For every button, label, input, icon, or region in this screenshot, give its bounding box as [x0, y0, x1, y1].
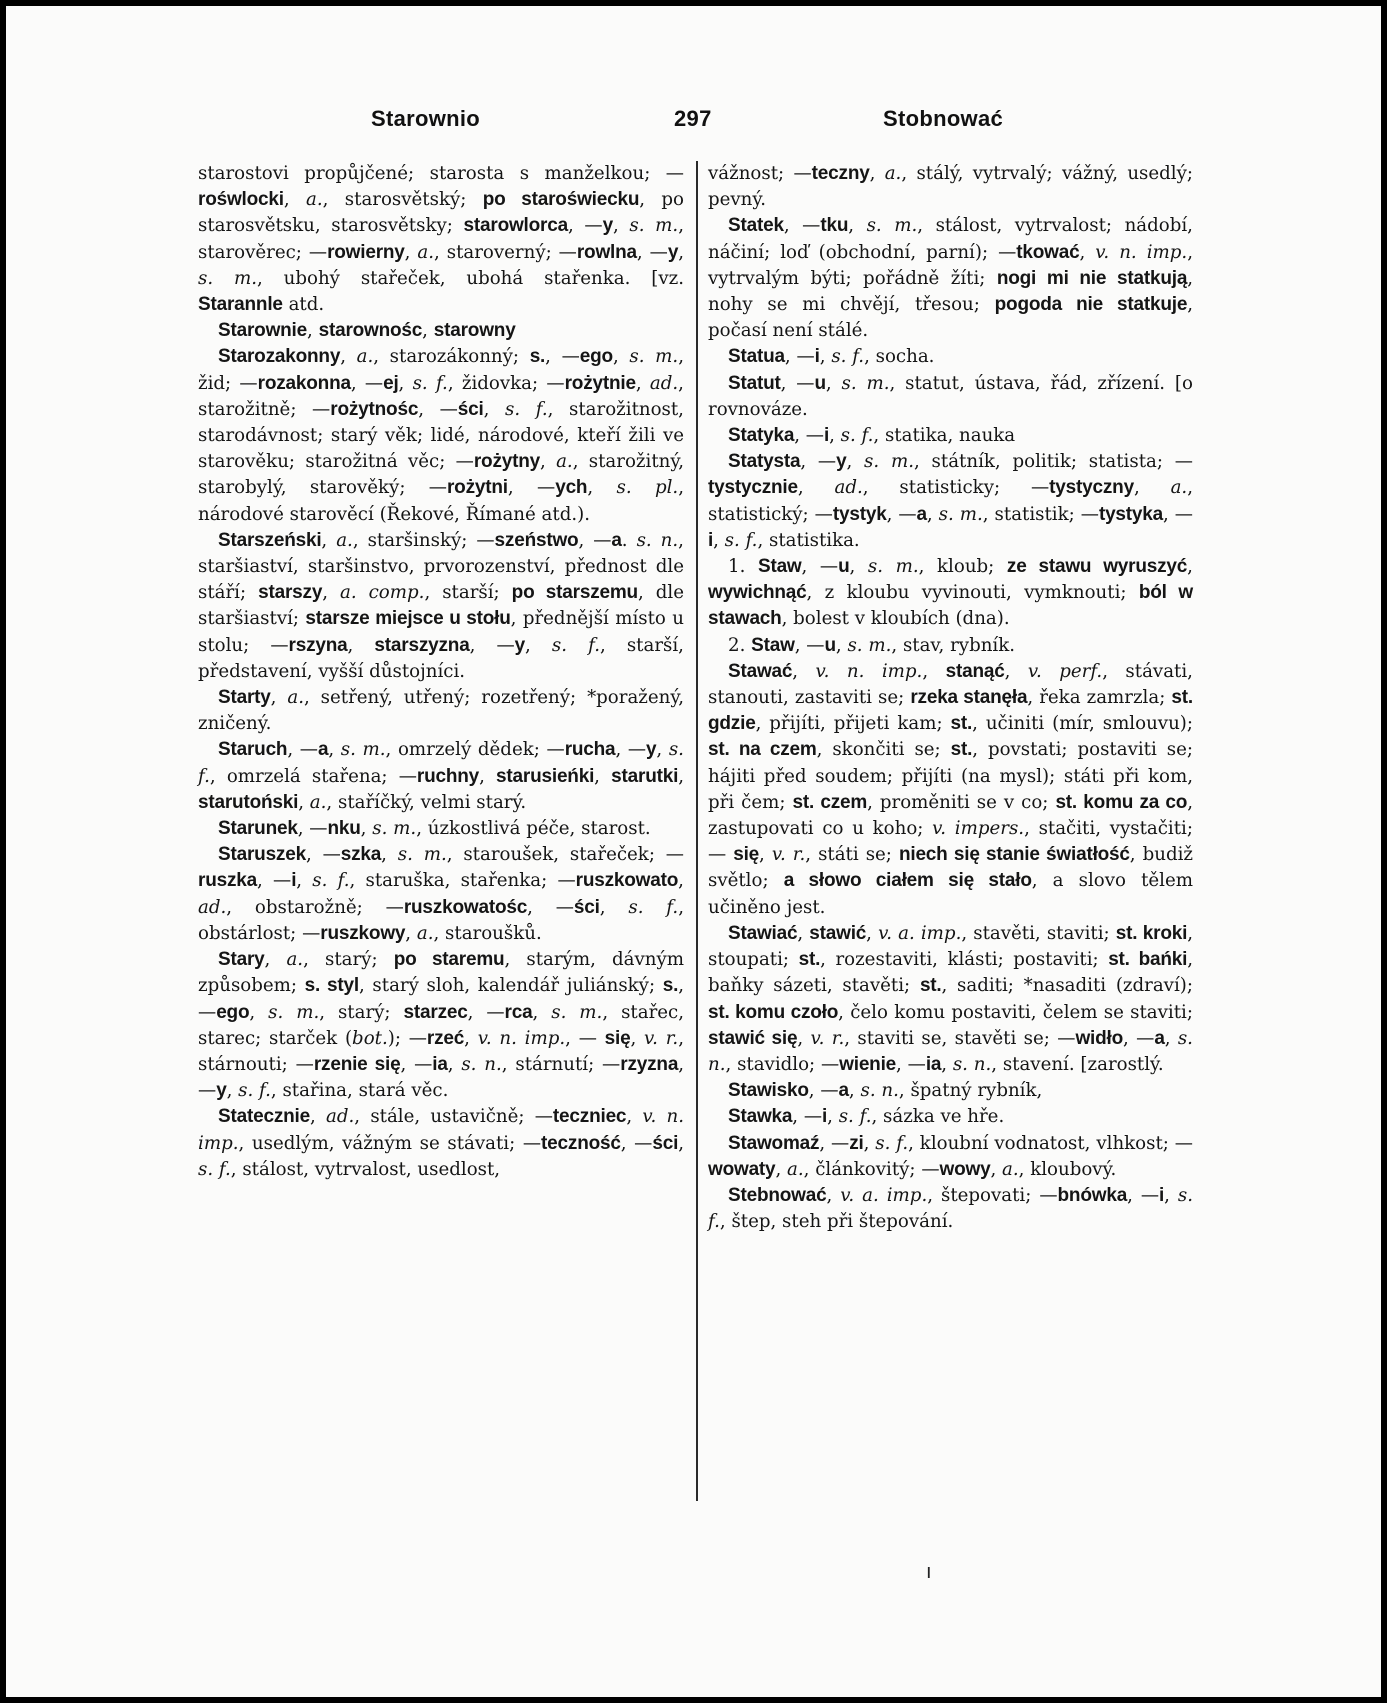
grammar-abbrev: s. n.: [952, 1053, 992, 1075]
headword: po staroświecku: [482, 189, 640, 211]
headword: starszyzna: [374, 634, 470, 656]
grammar-abbrev: s. m.: [847, 634, 892, 656]
headword: Stawać: [728, 660, 793, 682]
headword: rzenie się: [313, 1053, 401, 1075]
headword: Stebnować: [728, 1184, 827, 1206]
dictionary-entry: 2. Staw, —u, s. m., stav, rybník.: [728, 634, 1016, 656]
grammar-abbrev: bot.: [352, 1027, 388, 1049]
dictionary-entry: Statua, —i, s. f., socha.: [728, 346, 935, 368]
headword: i: [708, 529, 714, 551]
headword: ści: [652, 1132, 679, 1154]
headword: Staruch: [218, 739, 288, 761]
headword: y: [514, 634, 526, 656]
dictionary-entry: Statysta, —y, s. m., státník, politik; statista; —tystycznie, ad., statisticky; —tystyczny, a., statistický; —tystyk, —a, s. m., statistik; —tystyka, —i, s. f., statistika.: [708, 451, 1193, 551]
headword: rszyna: [288, 634, 348, 656]
headword: tystyka: [1098, 503, 1164, 525]
grammar-abbrev: s. m.: [938, 503, 983, 525]
headword: starusieńki: [496, 765, 595, 787]
grammar-abbrev: ad.: [326, 1106, 355, 1128]
grammar-abbrev: a.: [336, 529, 353, 551]
grammar-abbrev: s. m.: [198, 267, 258, 289]
headword: Staw: [751, 634, 795, 656]
headword: ści: [573, 896, 600, 918]
headword: starutoński: [198, 791, 299, 813]
headword: rucha: [564, 739, 616, 761]
headword: nogi mi nie statkują: [996, 267, 1188, 289]
headword: ej: [383, 372, 399, 394]
headword: st. kroki: [1115, 922, 1188, 944]
right-column: [708, 161, 1193, 1235]
grammar-abbrev: s. m.: [397, 844, 447, 866]
headword: Statysta: [728, 451, 801, 473]
headword: ia: [432, 1053, 448, 1075]
grammar-abbrev: a.: [1170, 477, 1188, 499]
headword: a: [916, 503, 927, 525]
dictionary-entry: Stawać, v. n. imp., stanąć, v. perf., stávati, stanouti, zastaviti se; rzeka stanęła, řeka zamrzla; st. gdzie, přijíti, přijeti kam; st., učiniti (mír, smlouvu); st. na czem, skončiti se; st., povstati; postaviti se; hájiti před soudem; přijíti (na mysl); státi při kom, při čem; st. czem, proměniti se v co; st. komu za co, zastupovati co u koho; v. impers., stačiti, vystačiti; — się, v. r., státi se; niech się stanie światłość, budiž světlo; a słowo ciałem się stało, a slovo tělem učiněno jest.: [708, 660, 1194, 918]
headword: st. czem: [792, 791, 868, 813]
grammar-abbrev: a.: [306, 189, 323, 211]
dictionary-entry: Starty, a., setřený, utřený; rozetřený; *poražený, zničený.: [198, 687, 684, 735]
headword: i: [814, 346, 820, 368]
headword: się: [733, 844, 760, 866]
headword: st.: [798, 949, 821, 971]
headword: s.: [662, 975, 679, 997]
headword: Statua: [728, 346, 785, 368]
headword: Starszeński: [218, 529, 322, 551]
headword: s.: [529, 346, 546, 368]
grammar-abbrev: a.: [416, 922, 434, 944]
headword: y: [836, 451, 847, 473]
headword: Staw: [757, 556, 802, 578]
headword: ruszkowatośc: [403, 896, 528, 918]
dictionary-entry: Starownie, starownośc, starowny: [218, 320, 516, 342]
page-number: 297: [674, 106, 712, 131]
headword: szka: [340, 844, 382, 866]
grammar-abbrev: a.: [309, 791, 327, 813]
headword: rzeka stanęła: [910, 687, 1028, 709]
headword: Starannle: [198, 294, 283, 316]
headword: i: [822, 1106, 828, 1128]
headword: a: [838, 1080, 849, 1102]
headword: starowny: [433, 320, 516, 342]
grammar-abbrev: v. impers.: [932, 818, 1025, 840]
headword: stawić się: [708, 1027, 798, 1049]
headword: wowaty: [708, 1158, 776, 1180]
headword: Statut: [728, 372, 781, 394]
grammar-abbrev: s. f.: [724, 529, 758, 551]
grammar-abbrev: s. m.: [841, 372, 890, 394]
headword: Starty: [218, 687, 271, 709]
headword: rośwlocki: [198, 189, 284, 211]
grammar-abbrev: s. m.: [629, 215, 679, 237]
headword: st. komu czoło: [708, 1001, 839, 1023]
headword: Starunek: [218, 818, 298, 840]
headword: st. na czem: [708, 739, 817, 761]
headword: ych: [555, 477, 588, 499]
column-divider: [696, 161, 698, 1501]
headword: rozakonna: [257, 372, 351, 394]
headword: niech się stanie światłość: [898, 844, 1130, 866]
headword: a: [1154, 1027, 1165, 1049]
headword: ze stawu wyruszyć: [1006, 556, 1188, 578]
grammar-abbrev: a.: [556, 451, 573, 473]
headword: ruchny: [416, 765, 480, 787]
headword: rowierny: [327, 241, 405, 263]
grammar-abbrev: s. m.: [866, 215, 918, 237]
headword: tystyk: [832, 503, 887, 525]
dictionary-entry: Statyka, —i, s. f., statika, nauka: [728, 425, 1016, 447]
headword: Starozakonny: [218, 346, 341, 368]
dictionary-entry: Staruszek, —szka, s. m., staroušek, stařeček; —ruszka, —i, s. f., staruška, stařenka; —ruszkowato, ad., obstarožně; —ruszkowatośc, —ści, s. f., obstárlost; —ruszkowy, a., staroušků.: [198, 844, 684, 944]
headword: rożytnie: [564, 372, 636, 394]
headword: wowy: [939, 1158, 991, 1180]
headword: ruszka: [198, 870, 258, 892]
grammar-abbrev: v. r.: [810, 1027, 845, 1049]
headword: wienie: [839, 1053, 897, 1075]
grammar-abbrev: v. n. imp.: [477, 1027, 566, 1049]
dictionary-entry: Starszeński, a., staršinský; —szeństwo, —a. s. n., staršiaství, staršinstvo, prvorozenství, přednost dle stáří; starszy, a. comp., starší; po starszemu, dle staršiaství; starsze miejsce u stołu, přednější místo u stolu; —rszyna, starszyzna, —y, s. f., starší, představení, vyšší důstojníci.: [198, 529, 684, 682]
dictionary-entry: Starozakonny, a., starozákonný; s., —ego, s. m., žid; —rozakonna, —ej, s. f., židovka; —rożytnie, ad., starožitně; —rożytnośc, —ści, s. f., starožitnost, starodávnost; starý věk; lidé, národové, kteří žili ve starověku; starožitná věc; —rożytny, a., starožitný, starobylý, starověký; —rożytni, —ych, s. pl., národové starověcí (Řekové, Římané atd.).: [198, 346, 684, 525]
dictionary-entry: Staruch, —a, s. m., omrzelý dědek; —rucha, —y, s. f., omrzelá stařena; —ruchny, starusieńki, starutki, starutoński, a., staříčký, velmi starý.: [198, 739, 684, 813]
headword: Statek: [728, 215, 784, 237]
dictionary-entry: Statecznie, ad., stále, ustavičně; —teczniec, v. n. imp., usedlým, vážným se stávati; —teczność, —ści, s. f., stálost, vytrvalost, usedlost,: [198, 1106, 684, 1180]
headword: starowlorca: [463, 215, 568, 237]
headword: st. bańki: [1108, 949, 1188, 971]
dictionary-entry: Stawisko, —a, s. n., špatný rybník,: [728, 1080, 1043, 1102]
grammar-abbrev: a.: [417, 241, 435, 263]
headword: widło: [1075, 1027, 1123, 1049]
dictionary-entry: Starunek, —nku, s. m., úzkostlivá péče, starost.: [218, 818, 651, 840]
headword: po starszemu: [511, 582, 638, 604]
headword: rożytny: [473, 451, 541, 473]
headword: rca: [504, 1001, 533, 1023]
headword: nku: [327, 818, 361, 840]
headword: rowlna: [576, 241, 637, 263]
headword: y: [667, 241, 679, 263]
grammar-abbrev: v. a. imp.: [878, 922, 962, 944]
headword: st.: [919, 975, 942, 997]
headword: bnówka: [1057, 1184, 1128, 1206]
headword: ból w stawach: [708, 582, 1193, 630]
headword: tystycznie: [708, 477, 798, 499]
headword: st.: [950, 713, 973, 735]
grammar-abbrev: a. comp.: [340, 582, 425, 604]
dictionary-entry: vážnost; —teczny, a., stálý, vytrvalý; vážný, usedlý; pevný.: [708, 163, 1193, 211]
headword: tystyczny: [1049, 477, 1134, 499]
headword: ego: [216, 1001, 250, 1023]
headword: s. styl: [304, 975, 359, 997]
grammar-abbrev: s. m.: [629, 346, 679, 368]
grammar-abbrev: s. f.: [198, 739, 684, 787]
headword: tku: [820, 215, 849, 237]
dictionary-entry: Stebnować, v. a. imp., štepovati; —bnówka, —i, s. f., štep, steh při štepování.: [708, 1184, 1193, 1233]
grammar-abbrev: s. m.: [867, 556, 919, 578]
headword: ruszkowato: [575, 870, 679, 892]
grammar-abbrev: s. n.: [708, 1027, 1193, 1075]
headword: a słowo ciałem się stało: [783, 870, 1032, 892]
grammar-abbrev: s. f.: [551, 634, 600, 656]
grammar-abbrev: v. r.: [644, 1027, 679, 1049]
grammar-abbrev: s. f.: [412, 372, 448, 394]
grammar-abbrev: a.: [286, 949, 304, 971]
headword: y: [216, 1080, 227, 1102]
grammar-abbrev: s. f.: [628, 896, 679, 918]
headword: teczność: [541, 1132, 621, 1154]
grammar-abbrev: v. n. imp.: [198, 1106, 684, 1154]
headword: starszy: [258, 582, 323, 604]
headword: rożytni: [446, 477, 508, 499]
headword: ści: [457, 398, 484, 420]
headword: Stawisko: [728, 1080, 809, 1102]
headword: starownośc: [318, 320, 423, 342]
grammar-abbrev: s. f.: [840, 425, 874, 447]
grammar-abbrev: s. n.: [461, 1053, 502, 1075]
headword: wywichnąć: [708, 582, 807, 604]
headword: teczniec: [552, 1106, 627, 1128]
grammar-abbrev: ad.: [649, 372, 679, 394]
headword: pogoda nie statkuje: [994, 294, 1188, 316]
running-head-left: Starownio: [371, 106, 481, 131]
grammar-abbrev: s. f.: [198, 1158, 231, 1180]
grammar-abbrev: s. f.: [312, 870, 350, 892]
headword: Stawiać: [728, 922, 798, 944]
grammar-abbrev: s. f.: [505, 398, 548, 420]
headword: i: [291, 870, 297, 892]
dictionary-entry: Statek, —tku, s. m., stálost, vytrvalost; nádobí, náčiní; loď (obchodní, parní); —tkować, v. n. imp., vytrvalým býti; pořádně žíti; nogi mi nie statkują, nohy se mi chvějí, třesou; pogoda nie statkuje, počasí není stálé.: [708, 215, 1193, 342]
dictionary-entry: Statut, —u, s. m., statut, ústava, řád, zřízení. [o rovnováze.: [708, 372, 1193, 420]
running-head-right: Stobnować: [883, 106, 1004, 131]
grammar-abbrev: a.: [287, 687, 304, 709]
headword: st. komu za co: [1055, 791, 1188, 813]
headword: Staruszek: [218, 844, 306, 866]
headword: Statecznie: [218, 1106, 310, 1128]
grammar-abbrev: s. pl.: [616, 477, 679, 499]
headword: szeństwo: [494, 529, 579, 551]
grammar-abbrev: a.: [356, 346, 374, 368]
headword: rożytnośc: [330, 398, 419, 420]
footer-mark: ı: [926, 1559, 932, 1583]
headword: Starownie: [218, 320, 307, 342]
grammar-abbrev: a.: [1002, 1158, 1019, 1180]
headword: starutki: [611, 765, 679, 787]
headword: st. gdzie: [708, 687, 1193, 735]
headword: Stary: [218, 949, 265, 971]
headword: u: [838, 556, 850, 578]
grammar-abbrev: s. m.: [551, 1001, 603, 1023]
grammar-abbrev: a.: [787, 1158, 804, 1180]
dictionary-entry: Stawiać, stawić, v. a. imp., stavěti, staviti; st. kroki, stoupati; st., rozestaviti, klásti; postaviti; st. bańki, baňky sázeti, stavěti; st., saditi; *nasaditi (zdraví); st. komu czoło, čelo komu postaviti, čelem se staviti; stawić się, v. r., staviti se, stavěti se; —widło, —a, s. n., stavidlo; —wienie, —ia, s. n., stavení. [zarostlý.: [708, 922, 1194, 1075]
headword: tkować: [1016, 241, 1080, 263]
grammar-abbrev: s. m.: [864, 451, 914, 473]
grammar-abbrev: v. perf.: [1027, 660, 1103, 682]
grammar-abbrev: s. m.: [340, 739, 386, 761]
grammar-abbrev: s. m.: [268, 1001, 320, 1023]
headword: a: [611, 529, 622, 551]
headword: stawić: [809, 922, 867, 944]
grammar-abbrev: s. f.: [831, 346, 865, 368]
grammar-abbrev: s. f.: [238, 1080, 271, 1102]
headword: a: [317, 739, 329, 761]
headword: y: [646, 739, 657, 761]
dictionary-entry: Stawomaź, —zi, s. f., kloubní vodnatost, vlhkost; —wowaty, a., článkovitý; —wowy, a., kloubový.: [708, 1132, 1193, 1180]
dictionary-entry: starostovi propůjčené; starosta s manželkou; —rośwlocki, a., starosvětský; po staroświecku, po starosvětsku, starosvětsky; starowlorca, —y, s. m., starověrec; —rowierny, a., staroverný; —rowlna, —y, s. m., ubohý stařeček, ubohá stařenka. [vz. Starannle atd.: [198, 163, 684, 316]
grammar-abbrev: ad.: [198, 896, 227, 918]
grammar-abbrev: v. n. imp.: [815, 660, 923, 682]
headword: się: [604, 1027, 631, 1049]
headword: ruszkowy: [320, 922, 406, 944]
headword: Statyka: [728, 425, 795, 447]
headword: starsze miejsce u stołu: [305, 608, 511, 630]
headword: i: [1159, 1184, 1165, 1206]
grammar-abbrev: v. n. imp.: [1095, 241, 1188, 263]
grammar-abbrev: s. f.: [708, 1184, 1193, 1233]
headword: rzeć: [426, 1027, 465, 1049]
headword: teczny: [811, 163, 870, 184]
grammar-abbrev: s. f.: [875, 1132, 909, 1154]
headword: u: [824, 634, 836, 656]
headword: Stawomaź: [728, 1132, 820, 1154]
dictionary-entry: Stary, a., starý; po staremu, starým, dávným způsobem; s. styl, starý sloh, kalendář juliánský; s., —ego, s. m., starý; starzec, —rca, s. m., stařec, starec; starček (bot.); —rzeć, v. n. imp., — się, v. r., stárnouti; —rzenie się, —ia, s. n., stárnutí; —rzyzna, —y, s. f., stařina, stará věc.: [198, 949, 684, 1102]
headword: u: [814, 372, 826, 394]
headword: ego: [579, 346, 613, 368]
headword: starzec: [403, 1001, 468, 1023]
grammar-abbrev: s. f.: [838, 1106, 872, 1128]
dictionary-entry: 1. Staw, —u, s. m., kloub; ze stawu wyruszyć, wywichnąć, z kloubu vyvinouti, vymknouti; ból w stawach, bolest v kloubích (dna).: [708, 556, 1193, 630]
headword: po staremu: [393, 949, 505, 971]
grammar-abbrev: v. a. imp.: [840, 1184, 928, 1206]
headword: i: [823, 425, 830, 447]
dictionary-entry: Stawka, —i, s. f., sázka ve hře.: [728, 1106, 1005, 1128]
grammar-abbrev: ad.: [834, 477, 863, 499]
headword: Stawka: [728, 1106, 793, 1128]
headword: y: [602, 215, 613, 237]
grammar-abbrev: s. n.: [636, 529, 679, 551]
dictionary-page: [6, 6, 1381, 1697]
grammar-abbrev: s. n.: [860, 1080, 899, 1102]
headword: ia: [925, 1053, 942, 1075]
left-column: [198, 161, 684, 1183]
grammar-abbrev: a.: [884, 163, 902, 184]
headword: rzyzna: [620, 1053, 679, 1075]
headword: stanąć: [945, 660, 1005, 682]
grammar-abbrev: v. r.: [771, 844, 806, 866]
grammar-abbrev: s. m.: [372, 818, 417, 840]
headword: zi: [849, 1132, 864, 1154]
headword: st.: [950, 739, 973, 761]
